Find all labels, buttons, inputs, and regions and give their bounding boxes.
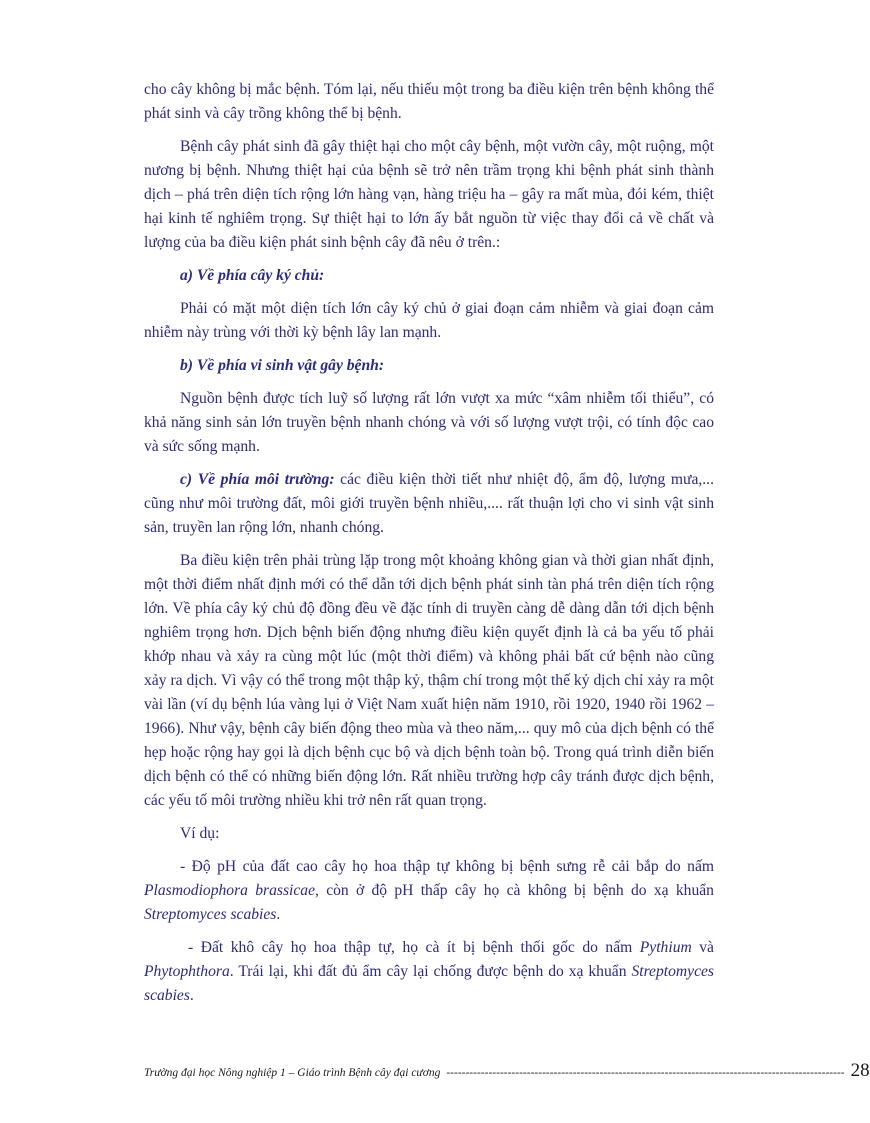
species-streptomyces-2: Streptomyces scabies [144, 963, 714, 1004]
species-plasmodiophora: Plasmodiophora brassicae [144, 882, 316, 899]
species-phytophthora: Phytophthora [144, 963, 230, 980]
example-label: Ví dụ: [180, 825, 220, 842]
species-streptomyces: Streptomyces scabies [144, 906, 277, 923]
example-dry-soil [144, 936, 714, 1008]
heading-host-plant: a) Về phía cây ký chủ: [180, 267, 325, 284]
example-dry-text-2: và [691, 939, 714, 956]
environment-text: các điều kiện thời tiết như nhiệt độ, ẩm độ, lượng mưa,... cũng như môi trường đất, môi giới truyền bệnh nhiều,.... rất thuận lợi cho vi sinh vật sinh sản, truyền lan rộng lớn, nhanh chóng. [144, 471, 714, 536]
example-dry-text-1: - Đất khô cây họ hoa thập tự, họ cà ít bị bệnh thối gốc do nấm [188, 939, 640, 956]
species-pythium: Pythium [639, 939, 692, 956]
page-footer [144, 1060, 870, 1084]
paragraph-pathogen: Nguồn bệnh được tích luỹ số lượng rất lớn vượt xa mức “xâm nhiễm tối thiểu”, có khả năng sinh sản lớn truyền bệnh nhanh chóng và với số lượng vượt trội, có tính độc cao và sức sống mạnh. [144, 390, 714, 455]
footer-dashes: -------------------------------------------------------------------------------------------------------- [446, 1067, 845, 1079]
page-number: 28 [850, 1060, 870, 1081]
example-ph [144, 855, 714, 927]
paragraph-continuation: cho cây không bị mắc bệnh. Tóm lại, nếu thiếu một trong ba điều kiện trên bệnh không thể phát sinh và cây trồng không thể bị bệnh. [144, 81, 714, 122]
page-body [144, 78, 714, 1017]
heading-environment: c) Về phía môi trường: [180, 471, 335, 488]
footer-title: Trường đại học Nông nghiệp 1 – Giáo trình Bệnh cây đại cương [144, 1067, 441, 1079]
example-dry-text-4: . [189, 987, 194, 1004]
heading-pathogen: b) Về phía vi sinh vật gây bệnh: [180, 357, 385, 374]
example-ph-text-2: , còn ở độ pH thấp cây họ cà không bị bệnh do xạ khuẩn [315, 882, 714, 899]
paragraph-conditions: Ba điều kiện trên phải trùng lặp trong một khoảng không gian và thời gian nhất định, một thời điểm nhất định mới có thể dẫn tới dịch bệnh phát sinh tàn phá trên diện tích rộng lớn. Về phía cây ký chủ độ đồng đều về đặc tính di truyền càng dễ dàng dẫn tới dịch bệnh nghiêm trọng hơn. Dịch bệnh biến động nhưng điều kiện quyết định là cả ba yếu tố phải khớp nhau và xảy ra cùng một lúc (một thời điểm) và không phải bất cứ bệnh nào cũng xảy ra dịch. Vì vậy có thể trong một thập kỷ, thậm chí trong một thế kỷ dịch chỉ xảy ra một vài lần (ví dụ bệnh lúa vàng lụi ở Việt Nam xuất hiện năm 1910, rồi 1920, 1940 rồi 1962 – 1966). Như vậy, bệnh cây biến động theo mùa và theo năm,... quy mô của dịch bệnh có thể hẹp hoặc rộng hay gọi là dịch bệnh cục bộ và dịch bệnh toàn bộ. Trong quá trình diễn biến dịch bệnh có thể có những biến động lớn. Rất nhiều trường hợp cây tránh được dịch bệnh, các yếu tố môi trường nhiều khi trở nên rất quan trọng. [144, 552, 714, 809]
example-ph-text-1: - Độ pH của đất cao cây họ hoa thập tự không bị bệnh sưng rễ cải bắp do nấm [180, 858, 714, 875]
example-dry-text-3: . Trái lại, khi đất đủ ẩm cây lại chống được bệnh do xạ khuẩn [229, 963, 632, 980]
example-ph-text-3: . [276, 906, 281, 923]
paragraph-damage: Bệnh cây phát sinh đã gây thiệt hại cho một cây bệnh, một vườn cây, một ruộng, một nương bị bệnh. Nhưng thiệt hại của bệnh sẽ trở nên trầm trọng khi bệnh phát sinh thành dịch – phá trên diện tích rộng lớn hàng vạn, hàng triệu ha – gây ra mất mùa, đói kém, thiệt hại kinh tế nghiêm trọng. Sự thiệt hại to lớn ấy bắt nguồn từ việc thay đổi cả về chất và lượng của ba điều kiện phát sinh bệnh cây đã nêu ở trên.: [144, 138, 714, 251]
paragraph-environment [144, 468, 714, 540]
paragraph-host-plant: Phải có mặt một diện tích lớn cây ký chủ ở giai đoạn cảm nhiễm và giai đoạn cảm nhiễm này trùng với thời kỳ bệnh lây lan mạnh. [144, 300, 714, 341]
